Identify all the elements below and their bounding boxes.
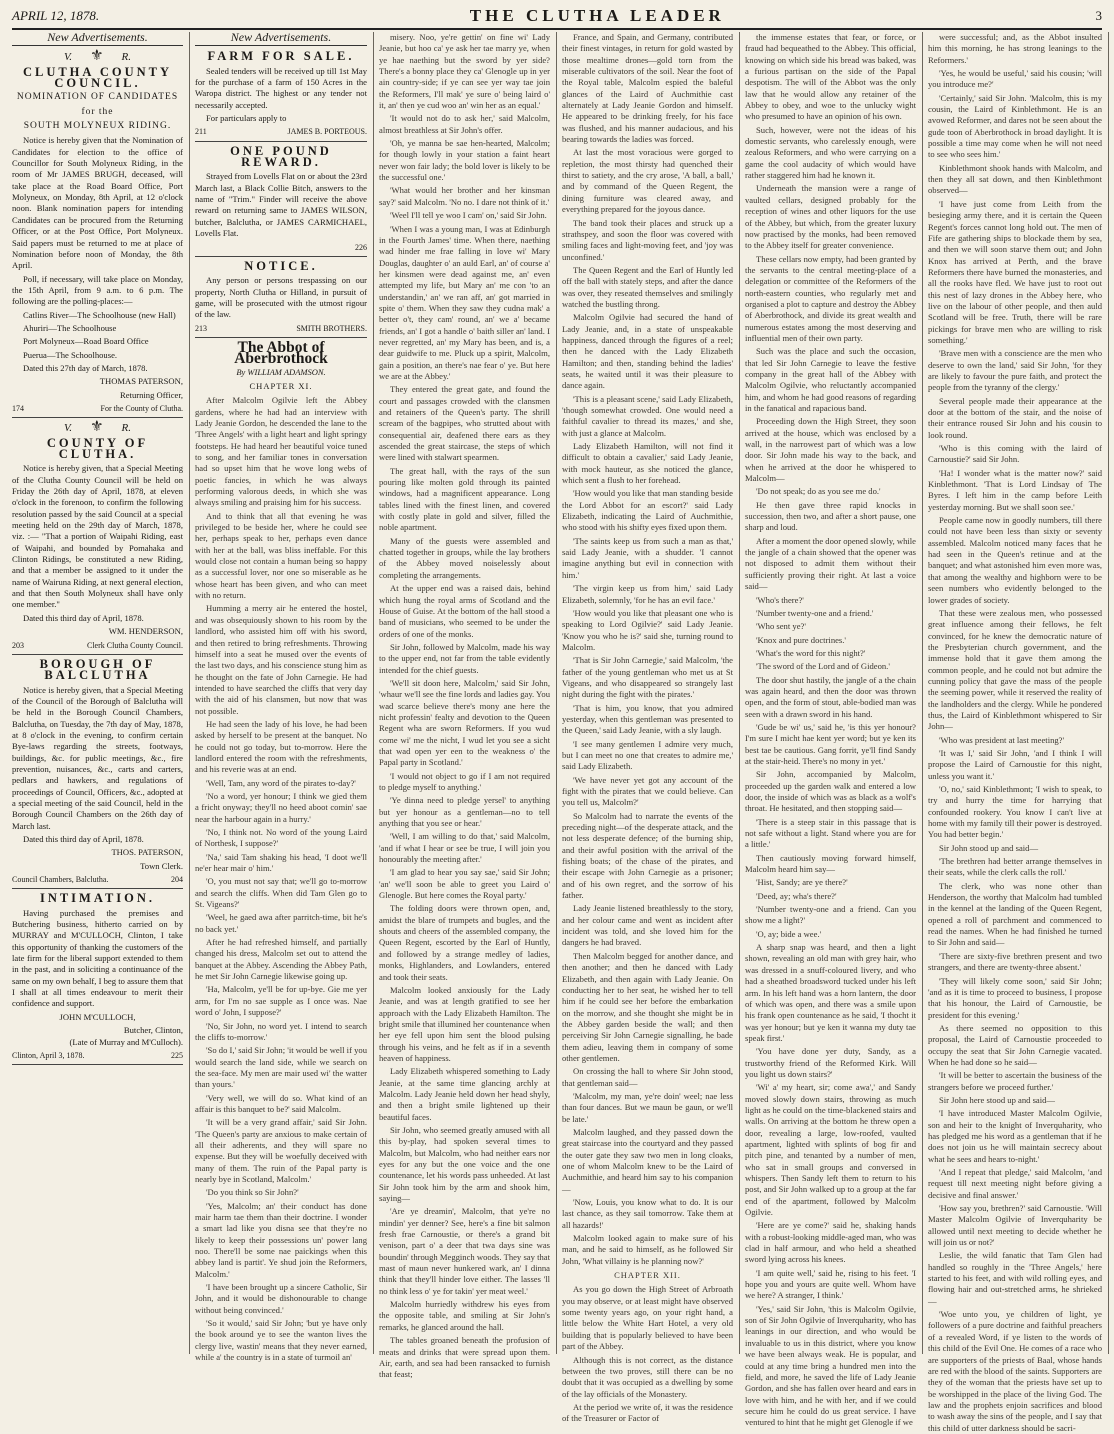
borough-body: Notice is hereby given, that a Special Meeting of the Council of the Borough of Balclutha will be held in the Borough Council Chambers, Balclutha, on Tuesday, the 7th day of May, 1878, at 8 o'clock in the evening, to confirm certain Bye-laws regarding the streets, footways, buildings, &c. for public meetings, &c., fire prevention, nuisances, &c., carts and carters, pedlars and hawkers, and regulations of proceedings of Council, Officers, &c., adopted at a special meeting of the said Council, held in the Borough Council Chambers on the 26th day of March last. [12, 684, 183, 831]
council-role: Returning Officer, [120, 389, 183, 400]
newspaper-title: THE CLUTHA LEADER [469, 6, 725, 25]
column-3: misery. Noo, ye're gettin' on fine wi' Lady Jeanie, but hoo ca' ye ask her tae marry ye, when ye hae naething but the sword by yer side? There's a bonny place they ca' Glenogle up in yer ain country-side; if ye can see yer way tae join the Reformers, I'll mak' ye sure o' being laird o' it, an' then ye cud woo an' win her as an equal.' 'It would not do to ask her,' said Malcolm, almost breathless at Sir John's offer. 'Oh, ye manna be sae hen-hearted, Malcolm; for though lowly in your station a faint heart never won fair lady; the bold lover is likely to be the successful one.' 'What would her brother and her kinsman say?' said Malcolm. 'No no. I dare not think of it.' 'Weel I'll tell ye woo I cam' on,' said Sir John. 'When I was a young man, I was at Edinburgh in the Fourth James' time. When there, naething wad hinder me frae falling in love wi' Mary Douglas, daughter o' an auld Earl, an' of course a' her kinsmen were dead against me, an' even attempted my life, but Mary an' me con 'to an understandin,' an' we ran aff, an' got married in spite o' them. When they saw they cudna mak' a better o't, they cam' round, an' we a' became friends, an' I got a handle o' baith siller an' land. I never regretted, an' my Mary has been, and is, a dear guidwife to me. Pluck up a spirit, Malcolm, gain a position, an there's nae fear o' ye. But here we are at the Abbey.' They entered the great gate, and found the court and passages crowded with the clansmen and retainers of the Queen's party. The shrill scream of the bagpipes, who strutted about with consequential air, deafened there ears as they ascended the great staircase, the steps of which were lined with stalwart spearmen. The great hall, with the rays of the sun pouring like molten gold through its painted windows, had a magnificent appearance. Long tables lined with the finest linen, and covered with costly plate in gold and silver, filled the noble apartment. Many of the guests were assembled and chatted together in groups, while the lay brothers of the Abbey moved noiselessly about completing the arrangements. At the upper end was a raised dais, behind which hung the royal arms of Scotland and the House of Guise. At the bottom of the hall stood a band of musicians, who seemed to be under the orders of one of the monks. Sir John, followed by Malcolm, made his way to the upper end, not far from the table evidently intended for the chief guests. 'We'll sit doon here, Malcolm,' said Sir John, 'whaur we'll see the fine lords and ladies gay. You wad scarce believe there's mony ane here the nicht professin' fealty and devotion to the Queen Regent wha are sworn Reformers. If you wud come wi' me the nicht, I wud let you see a sicht that wad open yer een to the weakness o' the Papal party in Scotland.' 'I would not object to go if I am not required to pledge myself to anything.' 'Ye dinna need to pledge yersel' to anything but yer honour as a gentleman—no to tell anything that you see or hear.' 'Well, I am willing to do that,' said Malcolm, 'and if what I hear or see be true, I will join you honourably the meeting after.' 'I am glad to hear you say sae,' said Sir John; 'an' we'll soon be able to greet you Laird o' Glenogle. But here comes the Royal party.' The folding doors were thrown open, and, amidst the blare of trumpets and bugles, and the shouts and cheers of the assembled company, the Queen Regent, escorted by the Earl of Huntly, and followed by a strange medley of ladies, monks, Highlanders, and Lowlanders, entered and took their seats. Malcolm looked anxiously for the Lady Jeanie, and was at length gratified to see her approach with the Lady Elizabeth Hamilton. The bright smile that illumined her countenance when her eye fell upon him sent the blood pulsing through his veins, and he felt as if in a seventh heaven of happiness. Lady Elizabeth whispered something to Lady Jeanie, at the same time glancing archly at Malcolm. Lady Jeanie held down her head shyly, and then a bright smile lightened up their beautiful faces. Sir John, who seemed greatly amused with all this by-play, had spoken several times to Malcolm, but Malcolm, who had neither ears nor eyes for any but the one voice and the one countenance, let his words pass unheeded. At last Sir John took him by the arm and shook him, saying— 'Are ye dreamin', Malcolm, that ye're no mindin' yer denner? See, here's a fine bit salmon fresh frae Carnoustie, or there's a grand bit venison, part o' a deer that twa days sine was boundin' through Megginch woods. They say that mast of maun never hunkered wark, an' I dinna think that they'll hinder love either. The lasses 'll no think less o' ye for takin' yer meat weel.' Malcolm hurriedly withdrew his eyes from the opposite table, and smiling at Sir John's remarks, he glanced around the hall. The tables groaned beneath the profusion of meats and drinks that were spread upon them. Air, earth, and sea had been ransacked to furnish that feast; [379, 32, 550, 1380]
council-subtitle2: for the [81, 106, 114, 117]
ads-heading: New Advertisements. [195, 32, 367, 46]
ad-number-row: 226 [195, 242, 367, 257]
column-1 [12, 32, 183, 1354]
polling-place: Catlins River—The Schoolhouse (new Hall) [23, 309, 176, 320]
masthead [12, 4, 1102, 30]
ad-number-row: 211 JAMES B. PORTEOUS. [195, 126, 367, 141]
royal-crest: V. ⚜ R. [64, 419, 131, 436]
farm-body: Sealed tenders will be received up till 1st May for the purchase of a farm of 150 Acres in the Waropa district. The highest or any tender not necessarily accepted. [195, 65, 367, 110]
intimation-title: INTIMATION. [39, 891, 156, 906]
story-byline: By WILLIAM ADAMSON. [236, 366, 326, 377]
column-rule [556, 32, 557, 1354]
ad-number-row: Clinton, April 3, 1878. 225 [12, 1050, 183, 1065]
intimation-role: Butcher, Clinton, [123, 1025, 183, 1036]
column-6: were successful; and, as the Abbot insulted him this morning, he has strong leanings to the Reformers.' 'Yes, he would be useful,' said his cousin; 'will you introduce me?' 'Certainly,' said Sir John. 'Malcolm, this is my cousin, the Laird of Kinblethmont. He is an avowed Reformer, and dares not be seen about the gude toon of Aberbrothock in broad daylight. It is possible a time may come when he will not need to see who sees him.' Kinblethmont shook hands with Malcolm, and then they all sat down, and then Kinblethmont observed— 'I have just come from Leith from the besieging army there, and it is certain the Queen Regent's forces cannot long hold out. The men of Fife are gathering ships to blockade them by sea, and then we will soon starve them out; and John Knox has arrived at Perth, and the brave Reformers there have burned the monasteries, and all the rooks have fled. We have just to root out this nest of lazy drones in the Abbey here, who live on the labour of other people, and then auld Scotland will be free. Truth, there will be rare pickings for brave men who are willing to risk something.' 'Brave men with a conscience are the men who deserve to own the land,' said Sir John, 'for they are likely to favour the pure faith, and protect the people from the tyranny of the clergy.' Several people made their appearance at the door at the bottom of the stair, and the noise of their entrance roused Sir John and his cousin to look round. 'Who is this coming with the laird of Carnoustie?' said Sir John. 'Ha! I wonder what is the matter now?' said Kinblethmont. 'That is Lord Lindsay of The Byres. I left him in the camp before Leith yesterday morning. But we shall soon see.' People came now in goodly numbers, till there could not have been less than sixty or seventy assembled. Malcolm noticed many faces that he had seen in the Queen's retinue and at the banquet; and what astonished him even more was, that among the wealthy and highborn were to be seen numbers who evidently belonged to the lower grades of society. That these were zealous men, who possessed great influence among their fellows, he felt convinced, for he knew the democratic nature of the Presbyterian church government, and the immense hold that it gave them among the common people, and he could not but admire the cunning policy that gave the mass of the people the seeming power, while it reserved the reality of the landholders and the clergy. While he pondered thus, the Laird of Kinblethmont whispered to Sir John— 'Who was president at last meeting?' 'It was I,' said Sir John, 'and I think I will propose the Laird of Carnoustie for this night, unless you want it.' 'O, no,' said Kinblethmont; 'I wish to speak, to try and hurry the time for harrying that confounded rookery. You know I can't live at home with my family till their power is destroyed. You had better begin.' Sir John stood up and said— 'The brethren had better arrange themselves in their seats, while the clerk calls the roll.' The clerk, who was none other than Henderson, the worthy that Malcolm had tumbled in the kennel at the landing of the Queen Regent, opened a roll of parchment and commenced to read the names. When he had finished he turned to Sir John and said— 'There are sixty-five brethren present and two strangers, and there are twenty-three absent.' 'They will likely come soon,' said Sir John; 'and as it is time to proceed to business, I propose that his honour, the Laird of Carnoustie, be president for this evening.' As there seemed no opposition to this proposal, the Laird of Carnoustie proceeded to occupy the seat that Sir John Carnegie vacated. When he had done so he said— 'It will be better to ascertain the business of the strangers before we proceed further.' Sir John here stood up and said— 'I have introduced Master Malcolm Ogilvie, son and heir to the knight of Inverquharity, who has pledged me his word as a gentleman that if he does not join us he will maintain secrecy about what he sees and hears to-night.' 'And I repeat that pledge,' said Malcolm, 'and request till next meeting night before giving a decisive and final answer.' 'How say you, brethren?' said Carnoustie. 'Will Master Malcolm Ogilvie of Inverquharity be allowed until next meeting to decide whether he will join us or not?' Leslie, the wild fanatic that Tam Glen had handled so roughly in the 'Three Angels,' here started to his feet, and with wild rolling eyes, and flowing hair and out-stretched arms, he shrieked— 'Woe unto you, ye children of light, ye followers of a pure doctrine and faithful preachers of a revealed Word, if ye listen to the words of this child of the Evil One. He comes of a race who are supporters of the priests of Baal, whose hands are red with the blood of the saints. Supporters are they of the woman that the priests have set up to be worshipped in the place of the living God. The law and the prophets enjoin sacrifices and blood to wash away the sins of the people, and I say that this child of utter darkness should be sacri- [928, 32, 1102, 1433]
polling-place: Puerua—The Schoolhouse. [23, 349, 118, 360]
crest-icon: ⚜ [90, 419, 104, 436]
issue-date: APRIL 12, 1878. [12, 8, 100, 23]
reward-title: ONE POUND REWARD. [230, 143, 332, 170]
county-body: Notice is hereby given, that a Special Meeting of the Clutha County Council will be held on Friday the 26th day of April, 1878, at eleven o'clock in the forenoon, to confirm the following resolution passed by the said Council at a special meeting held on the 29th day of March, 1878, viz. :— "That a portion of Waipahi Riding, east of Waipahi, and bounded by Pomahaka and Clinton Ridings, be constituted a new Riding, and that a member be assigned to it under the name of Wairuna Riding, at next general election, and that then South Molyneux shall have only one member." [12, 463, 183, 610]
crest-icon: ⚜ [90, 48, 104, 65]
council-riding: SOUTH MOLYNEUX RIDING. [23, 121, 172, 132]
council-poll: Poll, if necessary, will take place on Monday, the 15th April, from 9 a.m. to 6 p.m. The following are the polling-places:— [12, 273, 183, 307]
column-4: France, and Spain, and Germany, contributed their finest vintages, in return for gold wasted by those mealtime drones—gold torn from the miserable cultivators of the soil. Near the foot of the Royal table, Malcolm espied the baleful glances of the Laird of Auchmithie cast alternately at Lady Jeanie Gordon and himself. He appeared to be drinking freely, for his face was flushed, and his manner audacious, and his bearing towards the ladies was forced. At last the most voracious were gorged to repletion, the most thirsty had quenched their thirst to satiety, and the cry arose, 'A ball, a ball,' and by command of the Queen Regent, the dining furniture was cleared away, and everything prepared for the joyous dance. The band took their places and struck up a strathspey, and soon the floor was covered with smiling faces and light-moving feet, and 'joy was unconfined.' The Queen Regent and the Earl of Huntly led off the ball with stately steps, and after the dance was over, they reseated themselves and smilingly watched the bustling throng. Malcolm Ogilvie had secured the hand of Lady Jeanie, and, in a state of unspeakable happiness, danced through the figures of a reel; then he danced with the Lady Elizabeth Hamilton; and then, standing behind the ladies' seats, he waited until it was their pleasure to dance again. 'This is a pleasant scene,' said Lady Elizabeth, 'though somewhat crowded. One would need a faithful cavalier to thread its mazes,' and she, with just a glance at Malcolm. Lady Elizabeth Hamilton, will not find it difficult to obtain a cavalier,' said Lady Jeanie, with mock hauteur, as she noticed the glance, which sent a flush to her forehead. 'How would you like that man standing beside the Lord Abbot for an escort?' said Lady Elizabeth, indicating the Laird of Auchmithie, who stood with his shifty eyes fixed upon them. 'The saints keep us from such a man as that,' said Lady Jeanie, with a shudder. 'I cannot imagine anything but evil in connection with him.' 'The virgin keep us from him,' said Lady Elizabeth, solemnly, 'for he has an evil face.' 'How would you like that pleasant one who is speaking to Lord Ogilvie?' said Lady Jeanie. 'Know you who he is?' said she, turning round to Malcolm. 'That is Sir John Carnegie,' said Malcolm, 'the father of the young gentleman who met us at St Vigeans, and who disappeared so strangely last night during the fight with the pirates.' 'That is him, you know, that you admired yesterday, when this gentleman was presented to the Queen,' said Lady Jeanie, with a sly laugh. 'I see many gentlemen I admire very much, but I can meet no one that creates to admire me,' said Lady Elizabeth. 'We have never yet got any account of the fight with the pirates that we could believe. Can you tell us, Malcolm?' So Malcolm had to narrate the events of the preceding night—of the desperate attack, and the not less desperate defence; of the burning ship, and their awful position with the arrival of the fishing boats; of the chase of the pirates, and their escape with John Carnegie as a prisoner; and of his own regret, and the sorrow of his father. Lady Jeanie listened breathlessly to the story, and her colour came and went as incident after incident was told, and she loved him for the dangers he had braved. Then Malcolm begged for another dance, and then another; and then he danced with Lady Elizabeth, and then again with Lady Jeanie. On conducting her to her seat, he wished her to tell him if he could see her before the embarkation on the morrow, and she thought she might be in the Abbey garden beside the wall; and then perceiving Sir John Carnegie signalling, he bade them adieu, leaving them in company of some other gentlemen. On crossing the hall to where Sir John stood, that gentleman said— 'Malcolm, my man, ye're doin' weel; nae less than four dances. But we maun be gaun, or we'll be late.' Malcolm laughed, and they passed down the great staircase into the courtyard and they passed the outer gate they saw two men in long cloaks, one of whom Malcolm knew to be the Laird of Auchmithie, and heard him say to his companion— 'Now, Louis, you know what to do. It is our last chance, as they sail tomorrow. Take them at all hazards!' Malcolm looked again to make sure of his man, and he said to himself, as he followed Sir John, 'What villainy is he planning now?' CHAPTER XII. As you go down the High Street of Arbroath you may observe, or at least might have observed some twenty years ago, on your right hand, a little below the White Hart Hotel, a very old building that is popularly believed to have been part of the Abbey. Although this is not correct, as the distance between the two proves, still there can be no doubt that it was occupied as a dwelling by some of the lay officials of the Monastery. At the period we write of, it was the residence of the Treasurer or Factor of [562, 32, 733, 1424]
intimation-late: (Late of Murray and M'Culloch). [69, 1036, 183, 1047]
council-body: Notice is hereby given that the Nomination of Candidates for election to the office of Councillor for South Molyneux Riding, in the room of Mr JAMES BRUGH, deceased, will take place at the Road Board Office, Port Molyneux, on Monday, 8th April, at 12 o'clock noon. Blank nomination papers for intending Candidates can be procured from the Returning Officer, or at the Post Office, Port Molyneux. Said papers must be returned to me at place of Nomination before noon of Monday, the 8th April. [12, 135, 183, 271]
polling-place: Port Molyneux—Road Board Office [23, 336, 149, 347]
ad-number-row: 203 Clerk Clutha County Council. [12, 640, 183, 655]
column-rule [1108, 32, 1109, 1354]
council-signer: THOMAS PATERSON, [99, 376, 183, 387]
column-rule [922, 32, 923, 1354]
story-chapter: CHAPTER XII. [614, 1270, 681, 1281]
ads-heading: New Advertisements. [12, 32, 183, 46]
polling-place: Ahuriri—The Schoolhouse [23, 322, 117, 333]
reward-body: Strayed from Lovells Flat on or about the 23rd March last, a Black Collie Bitch, answers to the name of "Trim." Finder will receive the above reward on returning same to JAMES WILSON, butcher, Balclutha, or JAMES CARMICHAEL, Lovells Flat. [195, 171, 367, 239]
story-chapter: CHAPTER XI. [249, 380, 313, 391]
borough-title: BOROUGH OF BALCLUTHA [39, 656, 156, 683]
ad-number-row: 174 For the County of Clutha. [12, 403, 183, 418]
page-number: 3 [1095, 8, 1102, 23]
council-subtitle: NOMINATION OF CANDIDATES [16, 92, 179, 103]
borough-role: Town Clerk. [140, 860, 183, 871]
royal-crest: V. ⚜ R. [64, 48, 131, 65]
column-5: the immense estates that fear, or force, or fraud had bequeathed to the Abbey. This official, knowing on which side his bread was baked, was a furious partisan on the side of the Papal despotism. The will of the Abbot was the only law that he would allow any retainer of the Abbey to obey, and woe to the unlucky wight who presumed to have an opinion of his own. Such, however, were not the ideas of his domestic servants, who carelessly enough, were zealous Reformers, and who were carrying on a game the cool audacity of which would have rather staggered him had he known it. Underneath the mansion were a range of vaulted cellars, designed probably for the reception of wines and other liquors for the use of the Abbey, but which, from the greater luxury now practised by the monks, had been removed to the Abbey itself for greater convenience. These cellars now empty, had been granted by the servants to the central meeting-place of a delegation or committee of the Reformers of the north-eastern counties, who regularly met and organised a plot to capture and destroy the Abbey of Aberbrothock, and divide its great wealth and numerous estates among the most deserving and influential men of their own party. Such was the place and such the occasion, that led Sir John Carnegie to leave the festive company in the great hall of the Abbey with Malcolm Ogilvie, who reluctantly accompanied him, and whom he had good reasons of regarding in the fanatical and rapacious band. Proceeding down the High Street, they soon arrived at the house, which was enclosed by a wall, in the narrowest part of which was a low door. Sir John made his way to the back, and when he arrived at the door he whispered to Malcolm— 'Do not speak; do as you see me do.' He then gave three rapid knocks in succession, then two, and after a short pause, one sharp and loud. After a moment the door opened slowly, while the jangle of a chain showed that the opener was not disposed to admit them without their sufficiently proving their right. At last a voice said— 'Who's there?' 'Number twenty-one and a friend.' 'Who sent ye?' 'Knox and pure doctrines.' 'What's the word for this night?' 'The sword of the Lord and of Gideon.' The door shut hastily, the jangle of a the chain was again heard, and then the door was thrown open, and the form of stout, able-bodied man was seen with a drawn sword in his hand. 'Gude be wi' us,' said he, 'is this yer honour? I'm sure I micht hae kent yer word; but ye ken its best tae be cautious. Gang forrit, ye'll find Sandy at the stair-heid. There's no mony in yet.' Sir John, accompanied by Malcolm, proceeded up the garden walk and entered a low door, the inside of which was as black as a wolf's throat. He hesitated, and then stopping said— 'There is a steep stair in this passage that is not safe without a light. Stand where you are for a little.' Then cautiously moving forward himself, Malcolm heard him say— 'Hist, Sandy; are ye there?' 'Deed, ay; wha's there?' 'Number twenty-one and a friend. Can you show me a light?' 'O, ay; bide a wee.' A sharp snap was heard, and then a light shown, revealing an old man with grey hair, who was dressed in a snuff-coloured livery, and who had a sheathed broadsword tucked under his left arm. In his left hand was a horn lantern, the door of which was open, and there was a smile upon his frank open countenance as he said, 'I thocht it was yer honour; but ye ken it wanna my duty tae speak first.' 'You have done yer duty, Sandy, as a trustworthy friend of the Reformed Kirk. Will you light us down stairs?' 'Wi' a' my heart, sir; come awa',' and Sandy moved slowly down stairs, throwing as much light as he could on the time-blackened stairs and walls. On arriving at the bottom he threw open a door, revealing a large, low-roofed, vaulted apartment, lighted with splints of bog fir and pitch pine, and tenanted by a number of men, who sat in small groups and conversed in whispers. Then Sandy left them to return to his post, and Sir John walked up to a group at the far end of the apartment, followed by Malcolm Ogilvie. 'Here are ye come?' said he, shaking hands with a robust-looking middle-aged man, who was clad in half armour, and who held a sheathed sword lying across his knees. 'I am quite well,' said he, rising to his feet. 'I hope you and yours are quite well. Whom have we here? A stranger, I think.' 'Yes,' said Sir John, 'this is Malcolm Ogilvie, son of Sir John Ogilvie of Inverquharity, who has leanings in our direction, and who would be invaluable to us in this district, where you know we have been always weak. He is popular, and could at any time bring a hundred men into the field, and more, he saved the life of Lady Jeanie Gordon, and she has fallen over heard and ears in love with him, and he with her, and if we could secure him he could do us great service. I have ventured to hint that he might get Glenogle if we [745, 32, 916, 1428]
council-title: CLUTHA COUNTY COUNCIL. [22, 64, 173, 91]
intimation-body: Having purchased the premises and Butchering business, hitherto carried on by MURRAY and M'CULLOCH, Clinton, I take this opportunity of thanking the customers of the late firm for the liberal support extended to them in the past, and in soliciting a continuance of the same on my own behalf, I beg to assure them that I shall at all times endeavour to merit their confidence and support. [12, 907, 183, 1009]
ad-number-row: Council Chambers, Balclutha. 204 [12, 874, 183, 889]
county-signer: WM. HENDERSON, [108, 626, 183, 637]
intimation-signer: JOHN M'CULLOCH, [59, 1011, 136, 1022]
ad-number-row: 213 SMITH BROTHERS. [195, 323, 367, 338]
story-text: After Malcolm Ogilvie left the Abbey gardens, where he had had an interview with Lady Jeanie Gordon, he descended the lane to the 'Three Angels' with a light heart and light springy footsteps. He had heard her beautiful voice tuned to song, and her familiar tones in conversation had so upset him that he wove long webs of poetic fancies, in which he was always performing valorous deeds, in which she was always smiling and praising him for his success. And to think that all that evening he was privileged to be beside her, where he could see her, perhaps speak to her, perhaps even dance with her at the ball, was bliss ineffable. For this would close not contain a human being so happy as a successful lover, nor one so miserable as he whose heart has been given, and who can meet with no return. Humming a merry air he entered the hostel, and was obsequiously shown to his room by the landlord, who assisted him off with his sword, and then retired to bring refreshments. Throwing himself into a seat he mused over the events of the last two days, and his conscience stung him as he thought on the fate of John Carnegie. He had intended to have searched the cliffs that very day with the aid of his clansmen, but now that was not possible. He had seen the lady of his love, he had been asked by herself to be present at the banquet. No he could not go today, but to-morrow. Here the landlord entered the room with the refreshments, and his reverie was at an end. 'Well, Tam, any word of the pirates to-day?' 'No a word, yer honour; I think we gied them a fricht onyway; they'll no heed aboot comin' sae near the harbour again in a hurry.' 'No, I think not. No word of the young Laird of Northesk, I suppose?' 'Na,' said Tam shaking his head, 'I doot we'll ne'er hear mair o' him.' 'O, you must not say that; we'll go to-morrow and search the cliffs. When did Tam Glen go to St. Vigeans?' 'Weel, he gaed awa after parritch-time, bit he's no back yet.' After he had refreshed himself, and partially changed his dress, Malcolm set out to attend the banquet at the Abbey. Ascending the Abbey Path, he met Sir John Carnegie likewise going up. 'Ha, Malcolm, ye'll be for up-bye. Gie me yer arm, for I'm no sae supple as I once was. Nae word o' John, I suppose?' 'No, Sir John, no word yet. I intend to search the cliffs to-morrow.' 'So do I,' said Sir John; 'it would be well if you would search the land side, while we search on the sea-face. My men are mair used wi' the watter than yours.' 'Very well, we will do so. What kind of an affair is this banquet to be?' said Malcolm. 'It will be a very grand affair,' said Sir John. 'The Queen's party are anxious to make certain of all their adherents, and they will spare no expense. But they will be woefully deceived with many of them. The ruin of the Papal party is nearly bye in Scotland, Malcolm.' 'Do you think so Sir John?' 'Yes, Malcolm; an' their conduct has done mair harm tae them than their doctrine. I wonder a smart lad like you disna see that they're no likely to keep their possessions un' power lang noo. There'll be some nae paickings when this abbey land is partit'. Ye shud join the Reformers, Malcolm.' 'I have been brought up a sincere Catholic, Sir John, and it would be dishonourable to change without being convinced.' 'So it would,' said Sir John; 'but ye have only the book around ye to see the wanton lives the clergy live, wastin' means that they never earned, while a' the country is in a state of turmoil an' [195, 395, 367, 1363]
council-dated: Dated this 27th day of March, 1878. [23, 362, 148, 373]
story-title: The Abbot of Aberbrothock [234, 338, 328, 368]
farm-title: FARM FOR SALE. [207, 49, 355, 64]
column-rule [739, 32, 740, 1354]
column-rule [189, 32, 190, 1354]
column-rule [373, 32, 374, 1354]
borough-signer: THOS. PATERSON, [111, 847, 183, 858]
county-dated: Dated this third day of April, 1878. [23, 612, 144, 623]
county-title: COUNTY OF CLUTHA. [46, 435, 149, 461]
notice-body: Any person or persons trespassing on our property, North Clutha or Hilland, in pursuit of game, will be prosecuted with the utmost rigour of the law. [195, 275, 367, 320]
column-2 [195, 30, 367, 1363]
borough-dated: Dated this third day of April, 1878. [23, 834, 144, 844]
notice-title: NOTICE. [244, 258, 318, 273]
farm-particulars: For particulars apply to [206, 113, 287, 124]
